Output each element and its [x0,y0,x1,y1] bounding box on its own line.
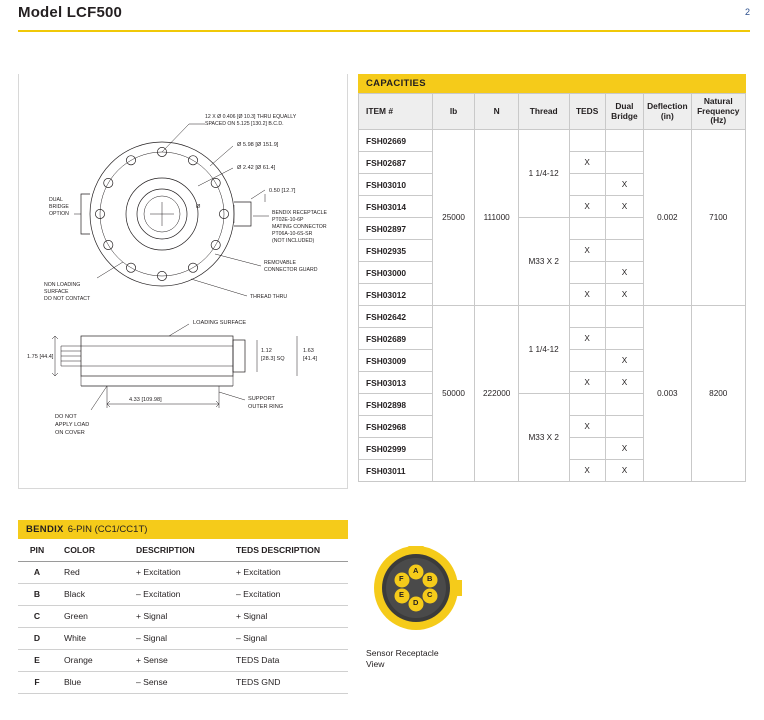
connector-pin-f: F [399,574,404,583]
cell-pin: A [18,561,56,583]
cell-teds [569,306,605,328]
table-row [18,561,348,583]
cell-pin: C [18,605,56,627]
svg-text:(NOT INCLUDED): (NOT INCLUDED) [272,238,315,244]
svg-text:1.12: 1.12 [261,348,272,354]
svg-text:DUAL: DUAL [49,197,63,203]
cell-color: Orange [56,649,128,671]
table-row [359,306,746,328]
bendix-bar-title: BENDIX [26,524,64,535]
col-teds-description: TEDS DESCRIPTION [228,539,348,561]
cell-teds: X [569,328,605,350]
dimensions-drawing-panel [18,74,348,489]
cell-teds: X [569,152,605,174]
page-title: Model LCF500 [18,4,123,21]
cell-dual: X [605,438,643,460]
svg-text:THREAD THRU: THREAD THRU [250,294,288,300]
cell-teds: X [569,196,605,218]
cell-item: FSH03013 [359,372,433,394]
cell-dual [605,218,643,240]
cell-pin: D [18,627,56,649]
svg-text:Ø 5.98 [Ø 151.9]: Ø 5.98 [Ø 151.9] [237,142,279,148]
cell-teds: X [569,240,605,262]
cell-item: FSH02642 [359,306,433,328]
cell-teds [569,218,605,240]
bendix-table-body [18,561,348,693]
cell-dual [605,152,643,174]
cell-deflection: 0.002 [644,130,691,306]
cell-item: FSH03011 [359,460,433,482]
cell-dual: X [605,350,643,372]
col-thread: Thread [518,94,569,130]
cell-item: FSH02689 [359,328,433,350]
cell-teds: X [569,284,605,306]
svg-text:1.63: 1.63 [303,348,314,354]
cell-color: Red [56,561,128,583]
col-description: DESCRIPTION [128,539,228,561]
svg-text:MATING CONNECTOR: MATING CONNECTOR [272,224,327,230]
dimensions-drawing [19,74,349,487]
table-row [18,627,348,649]
col-n: N [475,94,518,130]
cell-teds: X [569,460,605,482]
table-header-row [18,539,348,561]
table-row [18,583,348,605]
cell-dual: X [605,372,643,394]
col-pin: PIN [18,539,56,561]
cell-description: + Signal [128,605,228,627]
col-color: COLOR [56,539,128,561]
svg-text:[28.3] SQ: [28.3] SQ [261,356,285,362]
cell-teds [569,174,605,196]
cell-teds [569,130,605,152]
svg-text:Ø: Ø [196,204,201,210]
svg-text:SURFACE: SURFACE [44,289,69,295]
cell-teds-description: – Excitation [228,583,348,605]
cell-teds [569,394,605,416]
connector-pin-a: A [413,566,419,575]
bendix-header-bar [18,520,348,539]
cell-dual [605,240,643,262]
capacities-header-bar [358,74,746,93]
table-row [359,130,746,152]
cell-teds [569,262,605,284]
col-teds: TEDS [569,94,605,130]
connector-pin-c: C [427,590,433,599]
sensor-receptacle-diagram [358,528,478,648]
svg-text:Ø 2.42 [Ø 61.4]: Ø 2.42 [Ø 61.4] [237,165,276,171]
connector-caption-line2: View [366,659,385,670]
capacities-table-wrap [358,93,746,482]
cell-item: FSH02687 [359,152,433,174]
connector-pin-e: E [399,590,405,599]
svg-text:BENDIX RECEPTACLE: BENDIX RECEPTACLE [272,210,327,216]
col-lb: lb [432,94,475,130]
svg-text:REMOVABLE: REMOVABLE [264,260,296,266]
svg-text:12 X Ø 0.406 [Ø 10.3] THRU EQU: 12 X Ø 0.406 [Ø 10.3] THRU EQUALLY [205,114,297,120]
cell-teds-description: TEDS GND [228,671,348,693]
cell-teds: X [569,416,605,438]
capacities-bar-title: CAPACITIES [366,78,426,89]
cell-item: FSH03010 [359,174,433,196]
cell-color: Green [56,605,128,627]
cell-thread: M33 X 2 [518,218,569,306]
bendix-bar-subtitle: 6-PIN (CC1/CC1T) [67,524,148,535]
cell-item: FSH02897 [359,218,433,240]
cell-dual: X [605,196,643,218]
svg-text:CONNECTOR GUARD: CONNECTOR GUARD [264,267,318,273]
cell-pin: E [18,649,56,671]
svg-text:SUPPORT: SUPPORT [248,396,275,402]
col-deflection: Deflection (in) [644,94,691,130]
cell-n: 111000 [475,130,518,306]
cell-item: FSH02968 [359,416,433,438]
cell-frequency: 8200 [691,306,746,482]
svg-text:BRIDGE: BRIDGE [49,204,69,210]
table-row [18,671,348,693]
cell-item: FSH03012 [359,284,433,306]
cell-dual [605,306,643,328]
cell-teds-description: TEDS Data [228,649,348,671]
cell-teds: X [569,372,605,394]
table-row [18,649,348,671]
cell-description: – Sense [128,671,228,693]
header-divider [18,30,750,32]
cell-dual: X [605,262,643,284]
cell-item: FSH02999 [359,438,433,460]
cell-item: FSH02935 [359,240,433,262]
svg-text:NON LOADING: NON LOADING [44,282,81,288]
svg-text:1.75 [44.4]: 1.75 [44.4] [27,354,54,360]
svg-text:APPLY LOAD: APPLY LOAD [55,422,90,428]
connector-pin-d: D [413,598,419,607]
connector-caption-line1: Sensor Receptacle [366,648,439,658]
table-header-row [359,94,746,130]
cell-dual [605,394,643,416]
cell-thread: 1 1/4-12 [518,306,569,394]
cell-teds [569,350,605,372]
cell-description: + Sense [128,649,228,671]
cell-item: FSH03014 [359,196,433,218]
cell-item: FSH03009 [359,350,433,372]
capacities-table-body [359,130,746,482]
cell-description: – Excitation [128,583,228,605]
svg-text:PT06A-10-6S-SR: PT06A-10-6S-SR [272,231,313,237]
cell-pin: B [18,583,56,605]
cell-teds [569,438,605,460]
col-item: ITEM # [359,94,433,130]
cell-color: Black [56,583,128,605]
connector-pin-b: B [427,574,433,583]
cell-dual [605,328,643,350]
svg-text:SPACED ON 5.125 [130.2] B.C.D.: SPACED ON 5.125 [130.2] B.C.D. [205,121,284,127]
connector-caption [366,648,439,670]
cell-description: – Signal [128,627,228,649]
cell-dual: X [605,174,643,196]
svg-text:OUTER RING: OUTER RING [248,404,284,410]
svg-text:DO NOT CONTACT: DO NOT CONTACT [44,296,91,302]
cell-description: + Excitation [128,561,228,583]
cell-teds-description: – Signal [228,627,348,649]
svg-text:OPTION: OPTION [49,211,69,217]
svg-text:0.50 [12.7]: 0.50 [12.7] [269,188,296,194]
cell-dual [605,416,643,438]
cell-thread: 1 1/4-12 [518,130,569,218]
cell-teds-description: + Excitation [228,561,348,583]
cell-item: FSH02898 [359,394,433,416]
svg-text:LOADING SURFACE: LOADING SURFACE [193,320,247,326]
page-number: 2 [744,7,750,17]
cell-dual [605,130,643,152]
capacities-table [358,93,746,482]
col-dual-bridge: Dual Bridge [605,94,643,130]
connector-icon [358,528,478,648]
svg-text:4.33 [109.98]: 4.33 [109.98] [129,397,162,403]
cell-item: FSH03000 [359,262,433,284]
cell-color: White [56,627,128,649]
cell-dual: X [605,284,643,306]
svg-text:PT02E-10-6P: PT02E-10-6P [272,217,304,223]
bendix-table [18,539,348,694]
bendix-table-wrap [18,539,348,694]
col-natural-frequency: Natural Frequency (Hz) [691,94,746,130]
cell-thread: M33 X 2 [518,394,569,482]
cell-color: Blue [56,671,128,693]
cell-lb: 50000 [432,306,475,482]
table-row [18,605,348,627]
svg-text:[41.4]: [41.4] [303,356,317,362]
cell-dual: X [605,460,643,482]
cell-item: FSH02669 [359,130,433,152]
cell-frequency: 7100 [691,130,746,306]
cell-n: 222000 [475,306,518,482]
cell-pin: F [18,671,56,693]
cell-teds-description: + Signal [228,605,348,627]
svg-text:DO NOT: DO NOT [55,414,77,420]
cell-deflection: 0.003 [644,306,691,482]
svg-text:ON COVER: ON COVER [55,430,85,436]
cell-lb: 25000 [432,130,475,306]
